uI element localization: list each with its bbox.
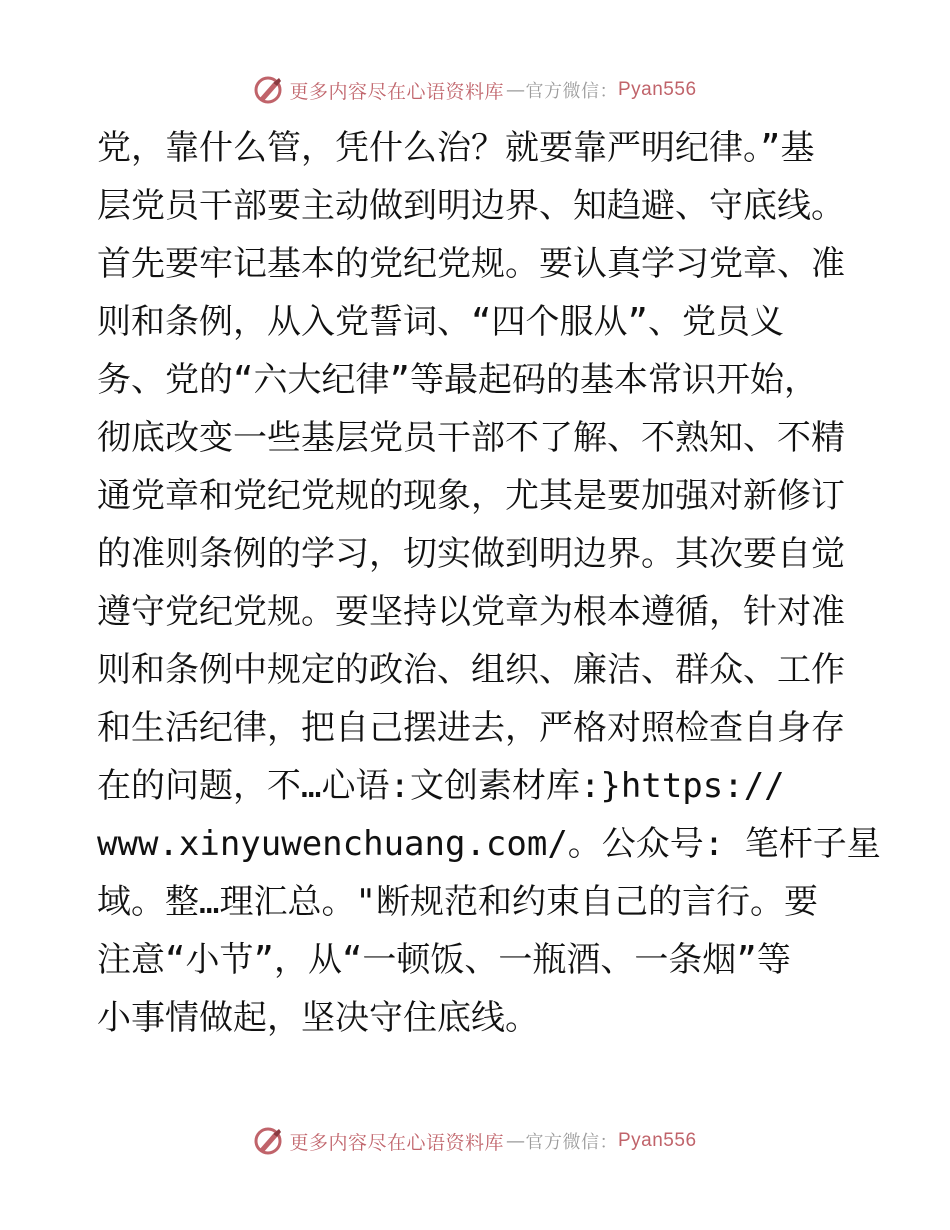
pen-seal-logo-icon	[253, 75, 283, 105]
header-watermark	[0, 73, 950, 107]
body-line: 党，靠什么管，凭什么治？就要靠严明纪律。”基	[97, 128, 815, 168]
body-line: 则和条例中规定的政治、组织、廉洁、群众、工作	[97, 650, 845, 690]
body-line: 层党员干部要主动做到明边界、知趋避、守底线。	[97, 186, 845, 226]
footer-dash: —	[506, 1130, 526, 1152]
body-line: 首先要牢记基本的党纪党规。要认真学习党章、准	[97, 244, 845, 284]
body-line: www.xinyuwenchuang.com/。公众号: 笔杆子星	[97, 824, 881, 864]
body-line: 注意“小节”，从“一顿饭、一瓶酒、一条烟”等	[97, 940, 791, 980]
body-line: 彻底改变一些基层党员干部不了解、不熟知、不精	[97, 418, 845, 458]
body-line: 和生活纪律，把自己摆进去，严格对照检查自身存	[97, 708, 845, 748]
header-site-name: 更多内容尽在心语资料库	[289, 80, 504, 103]
header-wechat-id: Pyan556	[618, 79, 697, 100]
header-dash: —	[506, 79, 526, 101]
body-line: 域。整…理汇总。"断规范和约束自己的言行。要	[97, 882, 818, 922]
footer-wechat-label: 官方微信：	[525, 1132, 618, 1153]
body-line: 遵守党纪党规。要坚持以党章为根本遵循，针对准	[97, 592, 845, 632]
pen-seal-logo-icon	[253, 1126, 283, 1156]
body-line: 通党章和党纪党规的现象，尤其是要加强对新修订	[97, 476, 845, 516]
header-wechat-label: 官方微信：	[525, 81, 618, 102]
footer-watermark	[0, 1124, 950, 1158]
body-line: 务、党的“六大纪律”等最起码的基本常识开始，	[97, 360, 818, 400]
footer-wechat-id: Pyan556	[618, 1130, 697, 1151]
footer-site-name: 更多内容尽在心语资料库	[289, 1131, 504, 1154]
body-line: 小事情做起，坚决守住底线。	[97, 998, 539, 1038]
body-line: 在的问题，不…心语:文创素材库:}https://	[97, 766, 785, 806]
body-line: 则和条例，从入党誓词、“四个服从”、党员义	[97, 302, 784, 342]
document-body	[97, 119, 881, 1047]
body-line: 的准则条例的学习，切实做到明边界。其次要自觉	[97, 534, 845, 574]
